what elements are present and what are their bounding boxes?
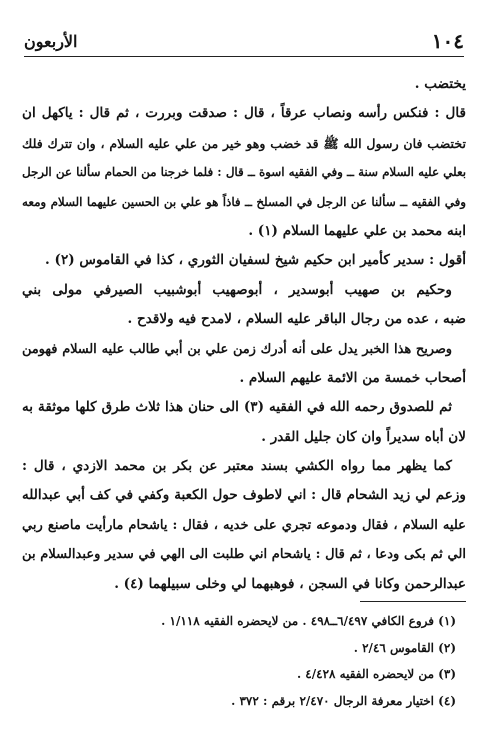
text-line: أصحاب خمسة من الائمة عليهم السلام .: [239, 369, 466, 386]
text-line: وزعم لي زيد الشحام قال : اني لاطوف حول الكعبة وكفي في كف أبي عبدالله: [22, 487, 466, 504]
text-line: أقول : سدير كأمير ابن حكيم شيخ لسفيان الثوري ، كذا في القاموس (٢) .: [45, 252, 466, 269]
text-line: تختضب فان رسول الله ﷺ قد خضب وهو خير من علي عليه السلام ، وان تترك فلك: [22, 135, 466, 151]
text-line: قال : فنكس رأسه ونصاب عرقاً ، قال : صدقت وبررت ، ثم قال : ياكهل ان: [22, 105, 466, 122]
text-line: ضبه ، عده من رجال الباقر عليه السلام ، لامدح فيه ولاقدح .: [127, 311, 466, 328]
text-line: عبدالرحمن وكانا في السجن ، فوهبهما لي وخلى سبيلهما (٤) .: [114, 575, 466, 592]
text-line: وصريح هذا الخبر يدل على أنه أدرك زمن علي بن أبي طالب عليه السلام فهومن: [22, 341, 452, 357]
text-line: وحكيم بن صهيب أبوسدير ، أبوصهيب أبوشبيب الصيرفي مولى بني: [22, 281, 452, 298]
text-line: الي ثم بكى ودعا ، ثم قال : ياشحام اني طلبت الى الهي في سدير وعبدالسلام بن: [22, 547, 466, 563]
text-line: وفي الفقيه ــ سألنا عن الرجل في المسلخ ــ فاذاً هو علي بن الحسين عليهما السلام ومعه: [22, 194, 466, 209]
page-number: ١٠٤: [431, 29, 464, 53]
text-line: لان أباه سديراً وان كان جليل القدر .: [261, 428, 466, 445]
text-line: بعلي عليه السلام سنة ــ وفي الفقيه اسوة ــ قال : فلما خرجنا من الحمام سألنا عن الرجل: [22, 165, 466, 180]
footnote-item: (٢) القاموس ٢/٤٦ .: [353, 640, 456, 655]
footnote-item: (٤) اختيار معرفة الرجال ٢/٤٧٠ برقم : ٣٧٢ .: [231, 693, 456, 708]
text-line: ابنه محمد بن علي عليهما السلام (١) .: [248, 222, 466, 239]
footnotes: [22, 608, 466, 714]
text-line: ثم للصدوق رحمه الله في الفقيه (٣) الى حنان هذا ثلاث طرق كلها موثقة به: [22, 399, 452, 416]
page-header: [24, 26, 464, 57]
footnote-divider: [360, 601, 466, 602]
text-line: كما يظهر مما رواه الكشي بسند معتبر عن بكر بن محمد الازدي ، قال :: [22, 458, 452, 475]
text-line: عليه السلام ، فقال ودموعه تجري على خديه ، فقال : ياشحام مارأيت ماصنع ربي: [22, 517, 466, 533]
text-line: يختضب .: [414, 76, 466, 92]
main-text: [22, 70, 466, 599]
footnote-item: (٣) من لايحضره الفقيه ٤/٤٢٨ .: [296, 667, 456, 682]
running-title: الأربعون: [24, 31, 78, 51]
footnote-item: (١) فروع الكافي ٦/٤٩٧ــ٤٩٨ . من لايحضره الفقيه ١/١١٨ .: [161, 614, 456, 628]
